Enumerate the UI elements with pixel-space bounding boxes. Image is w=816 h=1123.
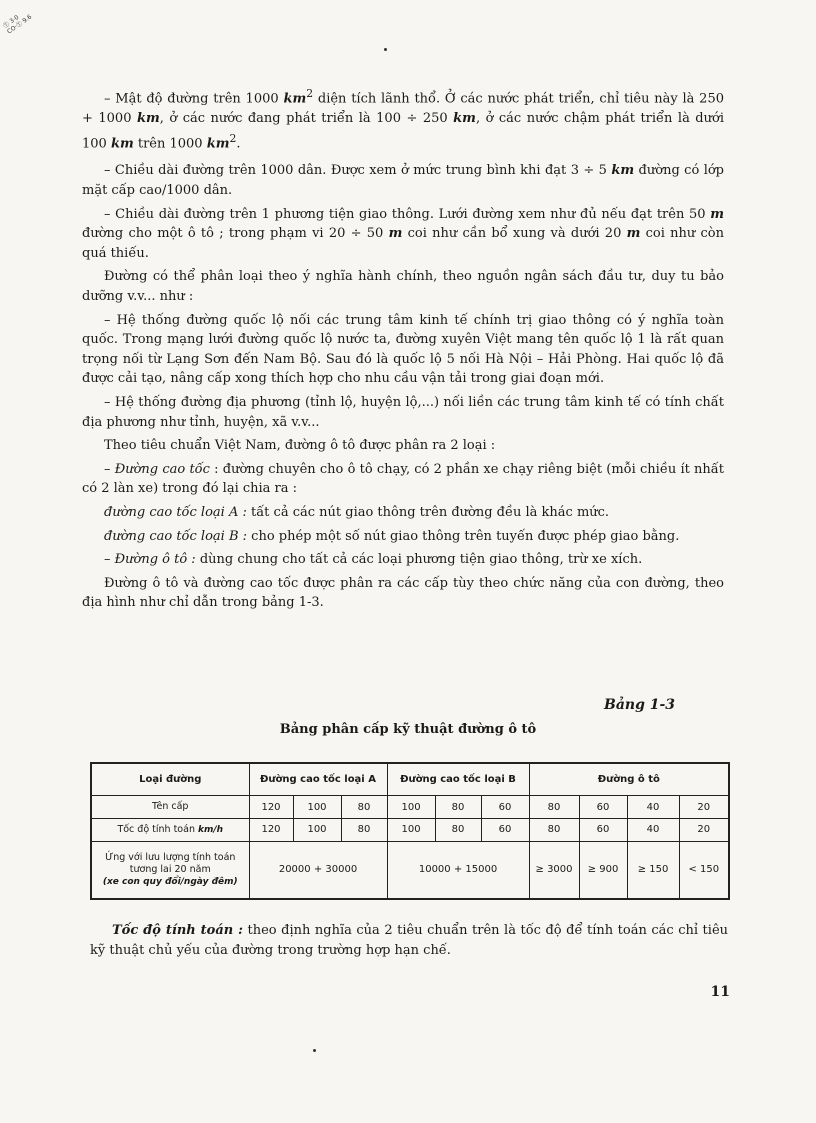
paragraph-length-per-vehicle: – Chiều dài đường trên 1 phương tiện giao thông. Lưới đường xem như đủ nếu đạt trên 50 m đường cho một ô tô ; trong phạm vi 20 ÷ 50 m coi như cần bổ xung và dưới 20 m coi như còn quá thiếu. [82,206,724,261]
table-row [91,841,729,899]
table-cell: 60 [481,796,529,819]
table-cell: ≥ 900 [579,841,627,899]
table-cell: 40 [627,819,679,842]
paragraph-local-roads: – Hệ thống đường địa phương (tỉnh lộ, huyện lộ,...) nối liền các trung tâm kinh tế có tính chất địa phương như tỉnh, huyện, xã v.v... [82,394,724,430]
table-row [91,796,729,819]
table-cell: 120 [249,796,293,819]
speck [384,48,387,51]
paragraph-national-highways: – Hệ thống đường quốc lộ nối các trung tâm kinh tế chính trị giao thông có ý nghĩa toàn quốc. Trong mạng lưới đường quốc lộ nước ta, đường xuyên Việt mang tên quốc lộ 1 là rất quan trọng nối từ Lạng Sơn đến Nam Bộ. Sau đó là quốc lộ 5 nối Hà Nội – Hải Phòng. Hai quốc lộ đã được cải tạo, nâng cấp xong thích hợp cho nhu cầu vận tải trong giai đoạn mới. [82,312,724,387]
table-cell: 60 [579,819,627,842]
table-cell: 100 [293,796,341,819]
table-cell: 40 [627,796,679,819]
table-title: Bảng phân cấp kỹ thuật đường ô tô [279,722,537,737]
paragraph-expressway: – Đường cao tốc : đường chuyên cho ô tô chạy, có 2 phần xe chạy riêng biệt (mỗi chiều ít nhất có 2 làn xe) trong đó lại chia ra : [82,461,724,497]
row-label-traffic-volume: Ứng với lưu lượng tính toán tương lai 20 năm (xe con quy đổi/ngày đêm) [91,841,249,899]
corner-stamp: Ⓣ 3·0 CO·Ⓣ 9.6 [2,13,34,36]
table-header-row [91,763,729,796]
paragraph-motor-road: – Đường ô tô : dùng chung cho tất cả các loại phương tiện giao thông, trừ xe xích. [104,552,643,568]
table-cell: 80 [435,796,481,819]
table-cell: 80 [435,819,481,842]
table-cell: 120 [249,819,293,842]
header-expressway-b: Đường cao tốc loại B [387,763,529,796]
body-text [82,84,724,613]
header-expressway-a: Đường cao tốc loại A [249,763,387,796]
table-cell: 10000 + 15000 [387,841,529,899]
paragraph-length-per-population: – Chiều dài đường trên 1000 dân. Được xem ở mức trung bình khi đạt 3 ÷ 5 km đường có lớp mặt cấp cao/1000 dân. [82,163,725,199]
header-road-type: Loại đường [91,763,249,796]
paragraph-grade-intro: Đường ô tô và đường cao tốc được phân ra các cấp tùy theo chức năng của con đường, theo địa hình như chỉ dẫn trong bảng 1-3. [82,575,724,611]
table-cell: 100 [293,819,341,842]
paragraph-vietnam-standard: Theo tiêu chuẩn Việt Nam, đường ô tô được phân ra 2 loại : [104,438,496,454]
table-cell: 80 [341,796,387,819]
table-cell: 60 [579,796,627,819]
paragraph-road-density: – Mật độ đường trên 1000 $km^2$ diện tích lãnh thổ. Ở các nước phát triển, chỉ tiêu này là 250 + 1000 km, ở các nước đang phát triển là 100 ÷ 250 km, ở các nước chậm phát triển là dưới 100 km trên 1000 $km^2$. [82,87,724,151]
table-row [91,819,729,842]
table-label: Bảng 1-3 [604,697,676,713]
page-number: 11 [710,984,730,1000]
table-cell: 20 [679,819,729,842]
table-cell: 20 [679,796,729,819]
design-speed-definition: Tốc độ tính toán : theo định nghĩa của 2 tiêu chuẩn trên là tốc độ để tính toán các chỉ tiêu kỹ thuật chủ yếu của đường trong trường hợp hạn chế. [90,923,729,958]
table-cell: 80 [341,819,387,842]
table-cell: ≥ 150 [627,841,679,899]
paragraph-classification: Đường có thể phân loại theo ý nghĩa hành chính, theo nguồn ngân sách đầu tư, duy tu bảo dưỡng v.v... như : [82,269,724,304]
row-label-grade-name: Tên cấp [91,796,249,819]
table-cell: 80 [529,819,579,842]
table-cell: 100 [387,819,435,842]
table-cell: 80 [529,796,579,819]
header-motor-road: Đường ô tô [529,763,729,796]
table-cell: 100 [387,796,435,819]
speck [313,1049,316,1052]
paragraph-expressway-type-a: đường cao tốc loại A : tất cả các nút giao thông trên đường đều là khác mức. [104,504,610,520]
road-grade-table [90,762,730,900]
table-cell: 20000 + 30000 [249,841,387,899]
row-label-design-speed: Tốc độ tính toán km/h [91,819,249,842]
table-cell: 60 [481,819,529,842]
table-cell: ≥ 3000 [529,841,579,899]
table-cell: < 150 [679,841,729,899]
paragraph-expressway-type-b: đường cao tốc loại B : cho phép một số nút giao thông trên tuyến được phép giao bằng. [104,528,680,544]
